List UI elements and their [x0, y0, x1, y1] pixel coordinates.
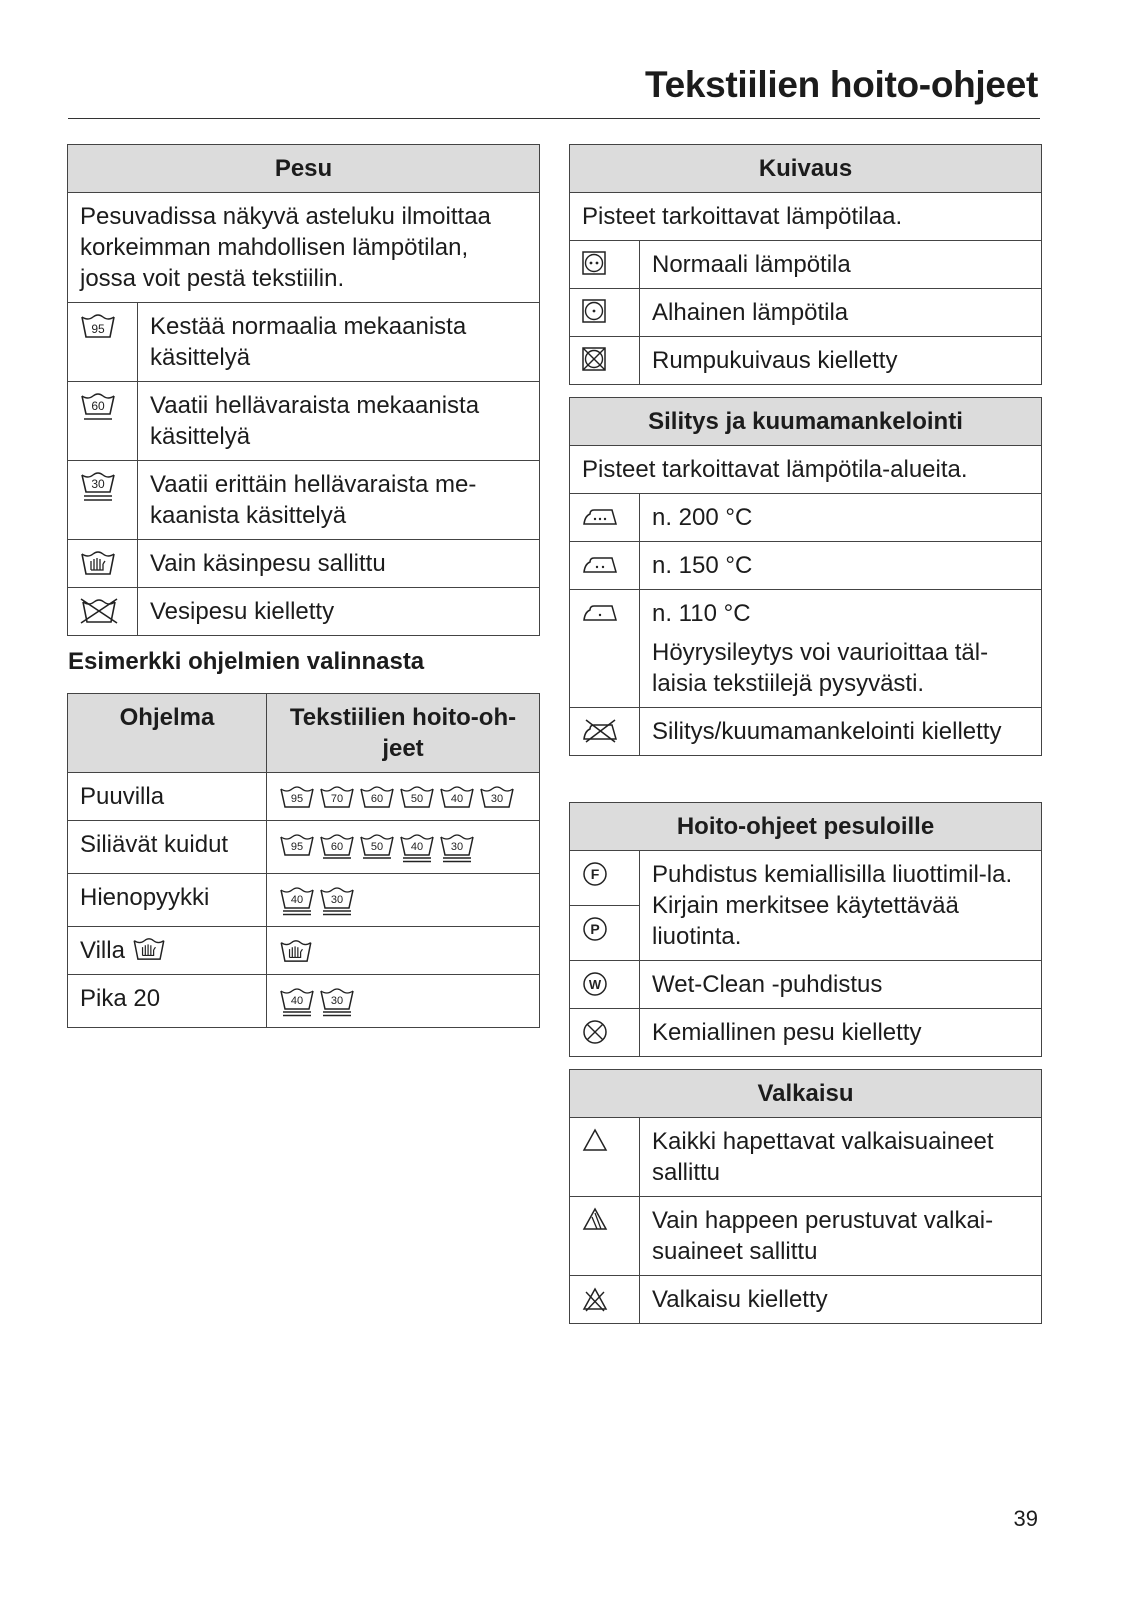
program-name: Siliävät kuidut — [68, 821, 267, 874]
wash-30-icon — [479, 785, 515, 809]
silitys-header: Silitys ja kuumamankelointi — [570, 398, 1042, 446]
kuivaus-row-text: Rumpukuivaus kielletty — [640, 337, 1042, 385]
silitys-table — [569, 397, 1042, 756]
wash-40-icon — [279, 987, 315, 1019]
wash-temp-label: 40 — [410, 841, 424, 853]
iron-medium-icon — [570, 542, 640, 590]
do-not-tumble-dry-icon — [570, 337, 640, 385]
do-not-wash-icon — [68, 588, 138, 636]
kuivaus-table — [569, 144, 1042, 385]
pesulat-row-text: Wet-Clean -puhdistus — [640, 961, 1042, 1009]
wash-temp-label: 50 — [370, 841, 384, 853]
do-not-bleach-icon — [570, 1276, 640, 1324]
pesu-intro: Pesuvadissa näkyvä asteluku ilmoittaa korkeimman mahdollisen lämpötilan, jossa voit pestä tekstiilin. — [68, 193, 540, 303]
pesulat-row-text: Kemiallinen pesu kielletty — [640, 1009, 1042, 1057]
wash-30-temp: 30 — [91, 477, 105, 491]
silitys-row-text: Silitys/kuumamankelointi kielletty — [640, 708, 1042, 756]
wash-95-temp: 95 — [91, 322, 105, 336]
wash-30-icon — [319, 886, 355, 918]
wash-temp-label: 30 — [490, 793, 504, 805]
example-col-care: Tekstiilien hoito-oh-jeet — [267, 694, 540, 773]
do-not-dry-clean-icon — [570, 1009, 640, 1057]
iron-low-icon-spacer — [570, 637, 640, 708]
hand-wash-icon — [132, 937, 166, 961]
wash-30-icon — [319, 987, 355, 1019]
wash-temp-label: 95 — [290, 793, 304, 805]
valkaisu-row-text: Kaikki hapettavat valkaisuaineet sallittu — [640, 1118, 1042, 1197]
kuivaus-intro: Pisteet tarkoittavat lämpötilaa. — [570, 193, 1042, 241]
wash-temp-label: 60 — [370, 793, 384, 805]
pesu-row-text: Kestää normaalia mekaanista käsittelyä — [138, 303, 540, 382]
wash-40-icon — [399, 833, 435, 865]
pesu-row-text: Vaatii erittäin hellävaraista me-kaanista käsittelyä — [138, 461, 540, 540]
page-number: 39 — [1013, 1506, 1038, 1531]
title-divider — [68, 118, 1040, 119]
hand-wash-icon — [279, 939, 313, 963]
pesu-row-text: Vaatii hellävaraista mekaanista käsittelyä — [138, 382, 540, 461]
wash-temp-label: 40 — [290, 894, 304, 906]
silitys-row-text: n. 110 °C — [640, 590, 1042, 638]
kuivaus-row-text: Normaali lämpötila — [640, 241, 1042, 289]
wash-60-icon — [359, 785, 395, 809]
wash-95-icon — [279, 785, 315, 809]
pesulat-header: Hoito-ohjeet pesuloille — [570, 803, 1042, 851]
pesu-table — [67, 144, 540, 636]
wash-50-icon — [399, 785, 435, 809]
dry-clean-f-icon — [570, 851, 640, 906]
pesulat-table — [569, 802, 1042, 1057]
tumble-dry-low-icon — [570, 289, 640, 337]
valkaisu-row-text: Vain happeen perustuvat valkai-suaineet sallittu — [640, 1197, 1042, 1276]
kuivaus-row-text: Alhainen lämpötila — [640, 289, 1042, 337]
program-care-icons — [267, 773, 540, 821]
example-col-program: Ohjelma — [68, 694, 267, 773]
iron-high-icon — [570, 494, 640, 542]
silitys-row-text: n. 200 °C — [640, 494, 1042, 542]
bleach-oxygen-only-icon — [570, 1197, 640, 1276]
example-heading: Esimerkki ohjelmien valinnasta — [68, 648, 425, 675]
silitys-row-text: n. 150 °C — [640, 542, 1042, 590]
valkaisu-header: Valkaisu — [570, 1070, 1042, 1118]
pesu-row-text: Vain käsinpesu sallittu — [138, 540, 540, 588]
wash-50-icon — [359, 833, 395, 861]
dry-clean-p-letter: P — [590, 921, 600, 937]
silitys-intro: Pisteet tarkoittavat lämpötila-alueita. — [570, 446, 1042, 494]
wash-60-temp: 60 — [91, 399, 105, 413]
wash-70-icon — [319, 785, 355, 809]
program-name: Villa — [80, 937, 125, 964]
tumble-dry-normal-icon — [570, 241, 640, 289]
page-title: Tekstiilien hoito-ohjeet — [645, 64, 1038, 105]
program-care-icons — [267, 874, 540, 927]
wash-temp-label: 40 — [450, 793, 464, 805]
wet-clean-w-letter: W — [588, 977, 602, 992]
wash-30-icon — [439, 833, 475, 865]
program-name: Puuvilla — [68, 773, 267, 821]
pesu-row-text: Vesipesu kielletty — [138, 588, 540, 636]
valkaisu-row-text: Valkaisu kielletty — [640, 1276, 1042, 1324]
pesulat-row-text: Puhdistus kemiallisilla liuottimil-la. Kirjain merkitsee käytettävää liuotinta. — [640, 851, 1042, 961]
wet-clean-w-icon — [570, 961, 640, 1009]
program-name: Pika 20 — [68, 975, 267, 1028]
program-name-villa — [68, 927, 267, 975]
wash-95-icon — [279, 833, 315, 857]
valkaisu-table — [569, 1069, 1042, 1324]
program-care-icons — [267, 975, 540, 1028]
wash-temp-label: 60 — [330, 841, 344, 853]
hand-wash-icon — [68, 540, 138, 588]
wash-temp-label: 50 — [410, 793, 424, 805]
dry-clean-f-letter: F — [590, 866, 600, 882]
program-name: Hienopyykki — [68, 874, 267, 927]
program-care-icons — [267, 927, 540, 975]
wash-40-icon — [279, 886, 315, 918]
dry-clean-p-icon — [570, 906, 640, 961]
kuivaus-header: Kuivaus — [570, 145, 1042, 193]
wash-30-very-gentle-icon — [68, 461, 138, 540]
wash-temp-label: 30 — [330, 894, 344, 906]
wash-temp-label: 70 — [330, 793, 344, 805]
silitys-row-note: Höyrysileytys voi vaurioittaa täl-laisia tekstiilejä pysyvästi. — [640, 637, 1042, 708]
wash-temp-label: 30 — [330, 995, 344, 1007]
wash-temp-label: 95 — [290, 841, 304, 853]
example-table — [67, 693, 540, 1028]
wash-temp-label: 40 — [290, 995, 304, 1007]
do-not-iron-icon — [570, 708, 640, 756]
iron-low-icon — [570, 590, 640, 638]
wash-60-icon — [319, 833, 355, 861]
wash-95-icon — [68, 303, 138, 382]
pesu-header: Pesu — [68, 145, 540, 193]
bleach-any-icon — [570, 1118, 640, 1197]
program-care-icons — [267, 821, 540, 874]
wash-40-icon — [439, 785, 475, 809]
wash-temp-label: 30 — [450, 841, 464, 853]
wash-60-gentle-icon — [68, 382, 138, 461]
